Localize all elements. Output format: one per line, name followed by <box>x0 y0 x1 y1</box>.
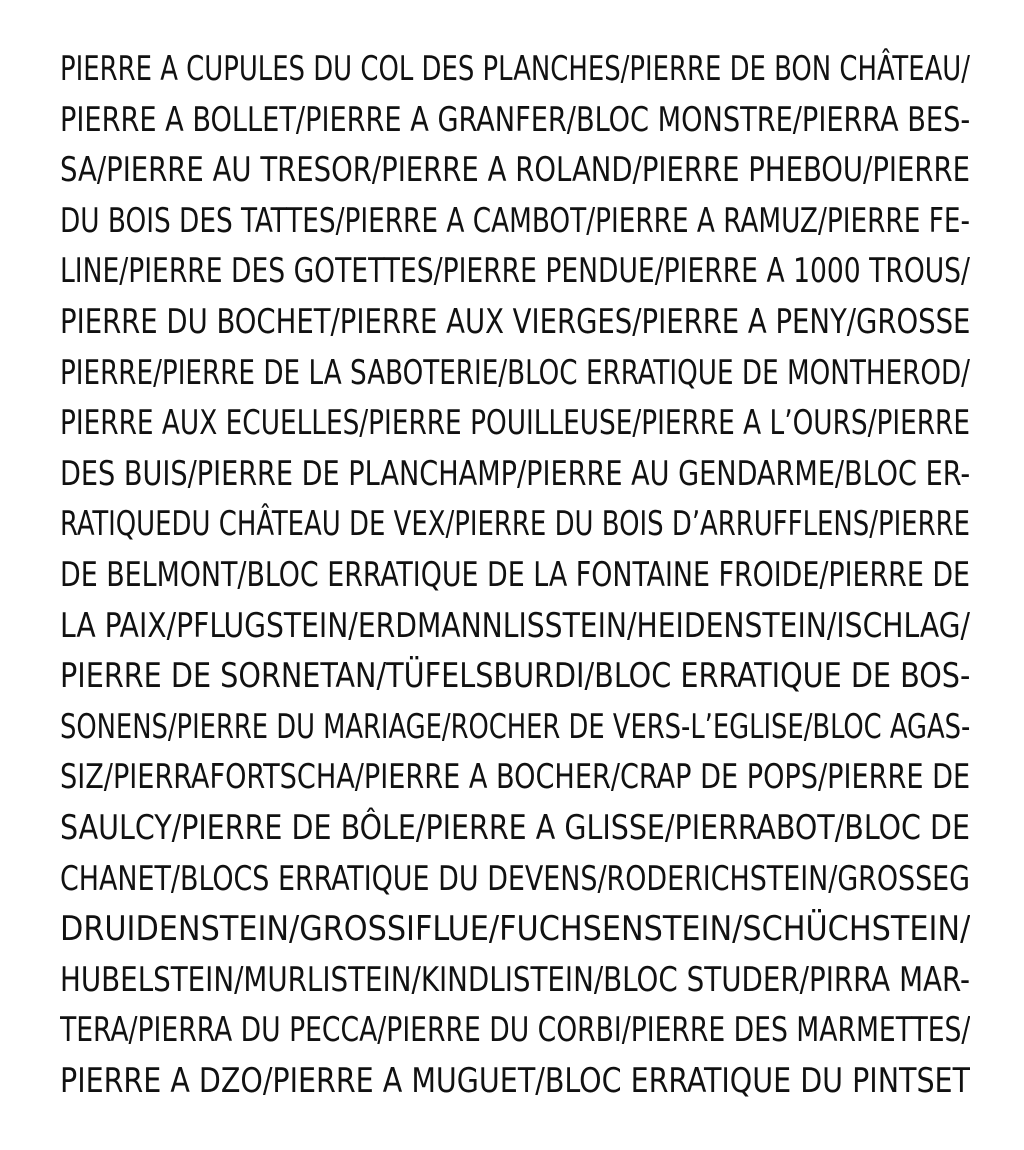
text-line: PIERRE DU BOCHET/PIERRE AUX VIERGES/PIERRE A PENY/GROSSE <box>60 301 970 342</box>
text-line: DU BOIS DES TATTES/PIERRE A CAMBOT/PIERRE A RAMUZ/PIERRE FE- <box>60 200 970 241</box>
text-line: SAULCY/PIERRE DE BÔLE/PIERRE A GLISSE/PIERRABOT/BLOC DE <box>60 807 970 848</box>
text-block <box>60 44 970 1106</box>
text-line: PIERRE A CUPULES DU COL DES PLANCHES/PIERRE DE BON CHÂTEAU/ <box>60 49 970 89</box>
text-line: SONENS/PIERRE DU MARIAGE/ROCHER DE VERS-L’EGLISE/BLOC AGAS- <box>60 706 970 747</box>
text-line: LINE/PIERRE DES GOTETTES/PIERRE PENDUE/PIERRE A 1000 TROUS/ <box>60 251 970 292</box>
text-line: PIERRE A BOLLET/PIERRE A GRANFER/BLOC MONSTRE/PIERRA BES- <box>60 99 970 140</box>
text-line: RATIQUEDU CHÂTEAU DE VEX/PIERRE DU BOIS D’ARRUFFLENS/PIERRE <box>60 504 970 545</box>
text-line: SA/PIERRE AU TRESOR/PIERRE A ROLAND/PIERRE PHEBOU/PIERRE <box>60 150 970 191</box>
text-line: PIERRE A DZO/PIERRE A MUGUET/BLOC ERRATIQUE DU PINTSET <box>60 1060 970 1101</box>
text-line: PIERRE/PIERRE DE LA SABOTERIE/BLOC ERRATIQUE DE MONTHEROD/ <box>60 352 970 393</box>
text-line: SIZ/PIERRAFORTSCHA/PIERRE A BOCHER/CRAP DE POPS/PIERRE DE <box>60 757 970 798</box>
text-line: DES BUIS/PIERRE DE PLANCHAMP/PIERRE AU GENDARME/BLOC ER- <box>60 453 970 494</box>
text-line: PIERRE AUX ECUELLES/PIERRE POUILLEUSE/PIERRE A L’OURS/PIERRE <box>60 403 970 444</box>
text-line: DRUIDENSTEIN/GROSSIFLUE/FUCHSENSTEIN/SCHÜCHSTEIN/ <box>60 909 970 950</box>
text-line: CHANET/BLOCS ERRATIQUE DU DEVENS/RODERICHSTEIN/GROSSEG <box>60 858 970 899</box>
text-line: PIERRE DE SORNETAN/TÜFELSBURDI/BLOC ERRATIQUE DE BOS- <box>60 656 970 697</box>
text-line: HUBELSTEIN/MURLISTEIN/KINDLISTEIN/BLOC STUDER/PIRRA MAR- <box>60 959 970 1000</box>
text-line: DE BELMONT/BLOC ERRATIQUE DE LA FONTAINE FROIDE/PIERRE DE <box>60 554 970 595</box>
text-line: LA PAIX/PFLUGSTEIN/ERDMANNLISSTEIN/HEIDENSTEIN/ISCHLAG/ <box>60 605 970 646</box>
text-line: TERA/PIERRA DU PECCA/PIERRE DU CORBI/PIERRE DES MARMETTES/ <box>60 1010 970 1051</box>
